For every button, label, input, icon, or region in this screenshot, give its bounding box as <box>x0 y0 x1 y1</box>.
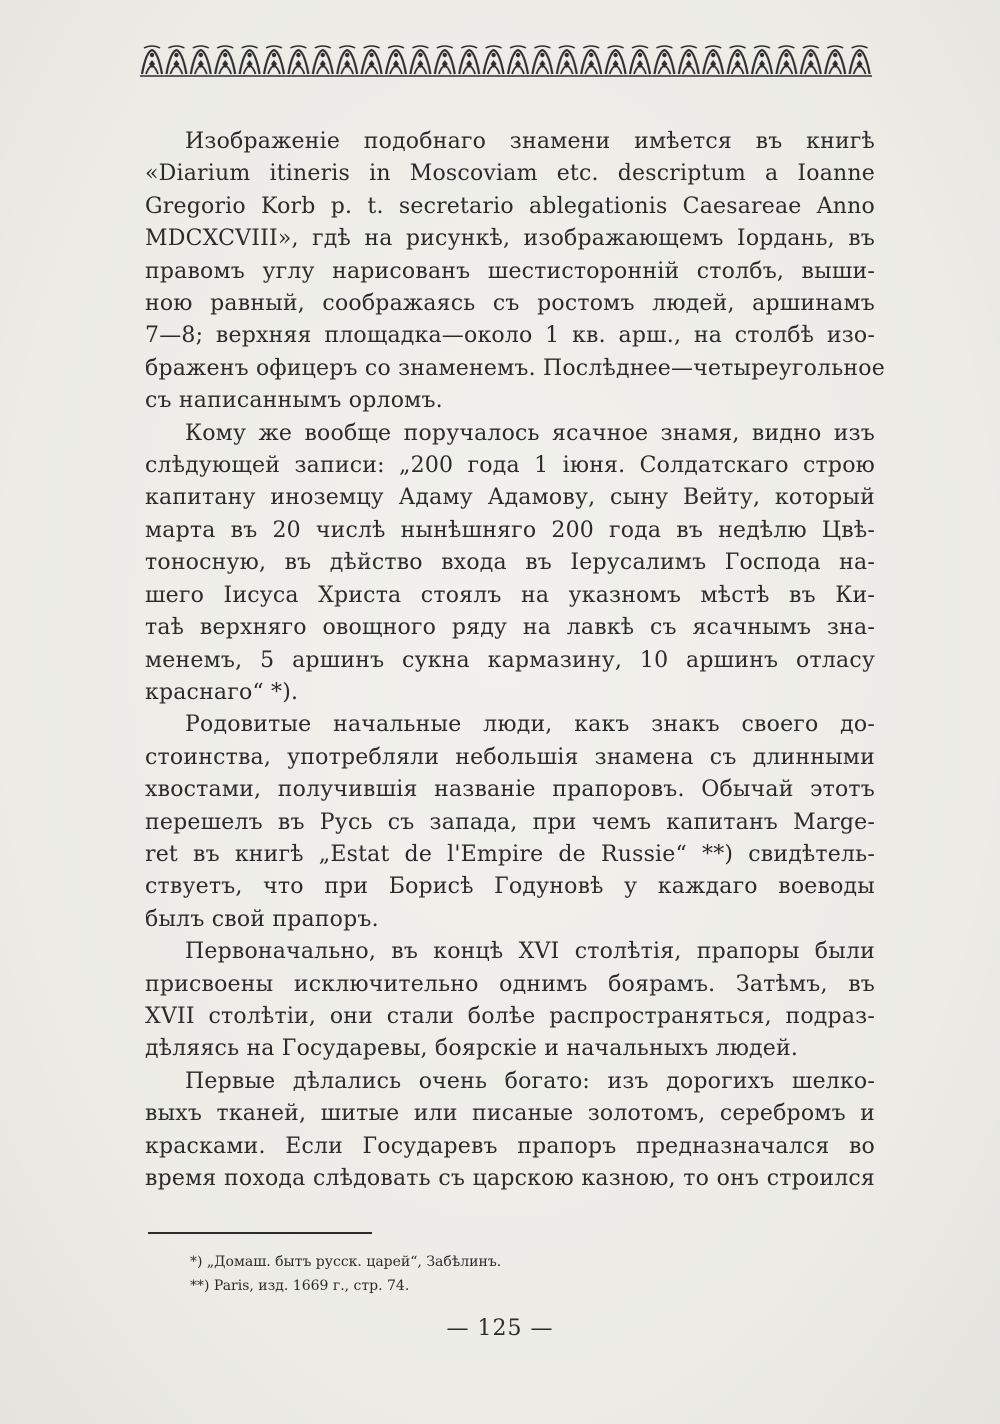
text-line: «Diarium itineris in Moscoviam etc. descriptum a Ioanne <box>145 161 875 187</box>
paragraph-5 <box>145 1066 875 1196</box>
text-line: марта въ 20 числѣ нынѣшняго 200 года въ недѣлю Цвѣ- <box>145 517 875 543</box>
text-line: краснаго“ *). <box>145 679 299 705</box>
text-line: правомъ углу нарисованъ шестисторонній столбъ, выши- <box>145 258 875 284</box>
text-line: хвостами, получившія названіе прапоровъ. Обычай этотъ <box>145 777 875 803</box>
text-line: Родовитые начальные люди, какъ знакъ своего до- <box>185 712 875 738</box>
text-line: съ написаннымъ орломъ. <box>145 388 443 414</box>
text-line: Кому же вообще поручалось ясачное знамя, видно изъ <box>185 420 875 446</box>
page-number: — 125 — <box>446 1316 554 1341</box>
text-line: выхъ тканей, шитые или писаные золотомъ, серебромъ и <box>145 1101 875 1127</box>
text-line: 7—8; верхняя площадка—около 1 кв. арш., на столбѣ изо- <box>145 323 875 349</box>
footnote-divider <box>148 1232 372 1234</box>
text-line: дѣляясь на Государевы, боярскіе и начальныхъ людей. <box>145 1036 799 1062</box>
text-line: Первые дѣлались очень богато: изъ дорогихъ шелко- <box>185 1068 875 1094</box>
text-line: менемъ, 5 аршинъ сукна кармазину, 10 аршинъ отласу <box>145 647 875 673</box>
text-line: ною равный, соображаясь съ ростомъ людей, аршинамъ <box>145 291 875 317</box>
text-line: ret въ книгѣ „Estat de l'Empire de Russie“ **) свидѣтель- <box>145 841 875 867</box>
text-line: капитану иноземцу Адаму Адамову, сыну Вейту, который <box>145 485 875 511</box>
paragraph-2 <box>145 418 875 710</box>
text-line: былъ свой прапоръ. <box>145 906 379 932</box>
text-line: таѣ верхняго овощного ряду на лавкѣ съ ясачнымъ зна- <box>145 615 875 641</box>
paragraph-3 <box>145 709 875 936</box>
text-line: время похода слѣдовать съ царскою казною, то онъ строился <box>145 1166 875 1191</box>
decorative-header-ornament <box>140 44 872 80</box>
text-line: MDCXCVIII», гдѣ на рисункѣ, изображающемъ Іордань, въ <box>145 226 875 252</box>
text-line: Изображеніе подобнаго знамени имѣется въ книгѣ <box>185 129 875 154</box>
text-line: шего Іисуса Христа стоялъ на указномъ мѣстѣ въ Ки- <box>145 582 875 608</box>
text-line: XVII столѣтіи, они стали болѣе распространяться, подраз- <box>145 1003 875 1029</box>
footnotes <box>190 1250 790 1298</box>
text-line: присвоены исключительно однимъ боярамъ. Затѣмъ, въ <box>145 971 875 997</box>
paragraph-1 <box>145 126 885 418</box>
text-line: Первоначально, въ концѣ XVI столѣтія, прапоры были <box>185 939 875 965</box>
text-line: браженъ офицеръ со знаменемъ. Послѣднее—четыреугольное <box>145 355 885 381</box>
text-line: стоинства, употребляли небольшія знамена съ длинными <box>145 744 875 770</box>
footnote: **) Paris, изд. 1669 г., стр. 74. <box>190 1278 410 1294</box>
text-line: слѣдующей записи: „200 года 1 іюня. Солдатскаго строю <box>145 453 875 479</box>
text-line: ствуетъ, что при Борисѣ Годуновѣ у каждагo воеводы <box>145 874 875 900</box>
text-line: тоносную, въ дѣйство входа въ Іерусалимъ Господа на- <box>145 550 875 576</box>
text-line: красками. Если Государевъ прапоръ предназначался во <box>145 1133 875 1159</box>
footnote: *) „Домаш. бытъ русск. царей“, Забѣлинъ. <box>190 1254 502 1270</box>
body-text <box>145 126 885 1195</box>
paragraph-4 <box>145 936 875 1066</box>
text-line: Gregorio Korb p. t. secretario ablegationis Caesareae Anno <box>145 193 875 219</box>
text-line: перешелъ въ Русь съ запада, при чемъ капитанъ Marge- <box>145 809 875 835</box>
